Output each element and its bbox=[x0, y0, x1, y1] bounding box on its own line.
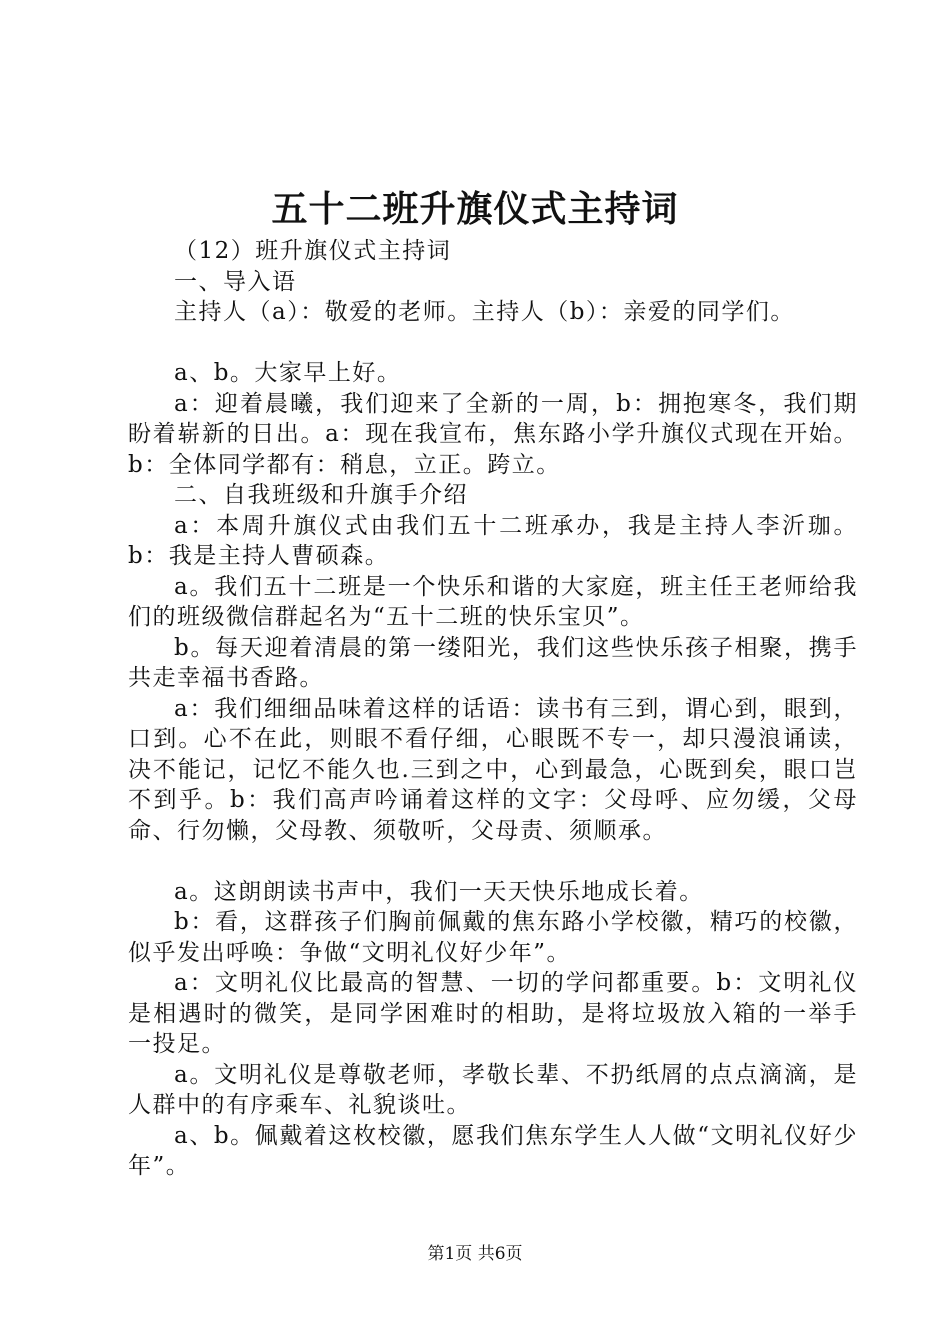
paragraph: a：文明礼仪比最高的智慧、一切的学问都重要。b：文明礼仪是相遇时的微笑，是同学困难时的相助，是将垃圾放入箱的一举手一投足。 bbox=[128, 970, 858, 1057]
paragraph-section-heading: 二、自我班级和升旗手介绍 bbox=[174, 482, 468, 508]
paragraph-subtitle: （12）班升旗仪式主持词 bbox=[174, 238, 452, 264]
paragraph: a：我们细细品味着这样的话语：读书有三到，谓心到，眼到，口到。心不在此，则眼不看仔细，心眼既不专一，却只漫浪诵读，决不能记，记忆不能久也.三到之中，心到最急，心既到矣，眼口岂不到乎。b：我们高声吟诵着这样的文字：父母呼、应勿缓，父母命、行勿懒，父母教、须敬听，父母责、须顺承。 bbox=[128, 695, 858, 844]
paragraph: a：迎着晨曦，我们迎来了全新的一周，b：拥抱寒冬，我们期盼着崭新的日出。a：现在我宣布，焦东路小学升旗仪式现在开始。b：全体同学都有：稍息，立正。跨立。 bbox=[128, 390, 858, 478]
document-body bbox=[128, 236, 858, 1182]
paragraph-section-heading: 一、导入语 bbox=[174, 268, 297, 295]
paragraph: b：看，这群孩子们胸前佩戴的焦东路小学校徽，精巧的校徽，似乎发出呼唤：争做“文明礼仪好少年”。 bbox=[128, 909, 858, 966]
paragraph: a、b。佩戴着这枚校徽，愿我们焦东学生人人做“文明礼仪好少年”。 bbox=[128, 1122, 858, 1179]
paragraph: a。文明礼仪是尊敬老师，孝敬长辈、不扔纸屑的点点滴滴，是人群中的有序乘车、礼貌谈吐。 bbox=[128, 1061, 858, 1118]
page-number-footer: 第1页 共6页 bbox=[427, 1244, 523, 1264]
paragraph: 主持人（a）：敬爱的老师。主持人（b）：亲爱的同学们。 bbox=[174, 299, 795, 325]
paragraph: b。每天迎着清晨的第一缕阳光，我们这些快乐孩子相聚，携手共走幸福书香路。 bbox=[128, 634, 858, 691]
paragraph: a。这朗朗读书声中，我们一天天快乐地成长着。 bbox=[174, 878, 704, 905]
paragraph: a、b。大家早上好。 bbox=[174, 360, 402, 386]
document-title: 五十二班升旗仪式主持词 bbox=[271, 188, 679, 230]
paragraph: a。我们五十二班是一个快乐和谐的大家庭，班主任王老师给我们的班级微信群起名为“五十二班的快乐宝贝”。 bbox=[128, 573, 858, 630]
paragraph: a：本周升旗仪式由我们五十二班承办，我是主持人李沂珈。b：我是主持人曹硕森。 bbox=[128, 512, 858, 569]
